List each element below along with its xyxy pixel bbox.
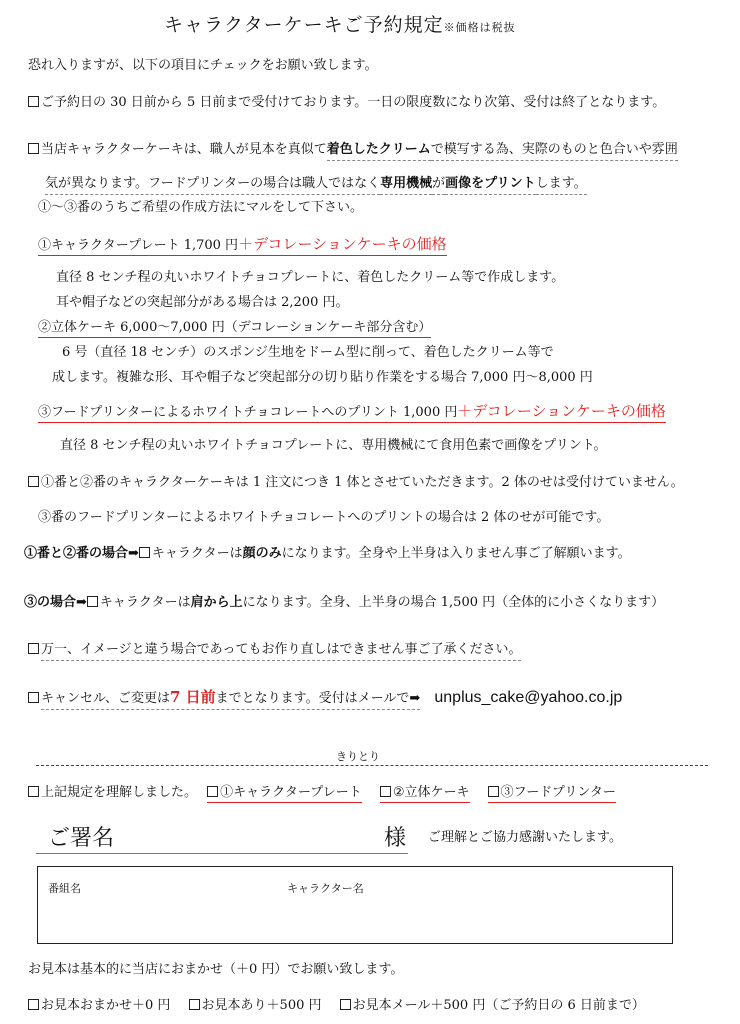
sample-option-1-checkbox[interactable]	[28, 999, 39, 1010]
rule3-line1	[28, 475, 684, 491]
agree-opt2-text: ②立体ケーキ	[392, 785, 470, 800]
rule3-text1: ①番と②番のキャラクターケーキは 1 注文につき 1 体とさせていただきます。2 体のせは受付けていません。	[41, 475, 684, 490]
rule2-text-g: 画像をプリント	[445, 176, 535, 195]
rule2-line2	[45, 176, 587, 192]
sample-option-1-text: お見本おまかせ＋0 円	[41, 998, 171, 1013]
rule2-checkbox[interactable]	[28, 143, 39, 154]
sample-option-2	[189, 998, 322, 1014]
agree-opt3-checkbox[interactable]	[488, 786, 499, 797]
option1-desc2: 耳や帽子などの突起部分がある場合は 2,200 円。	[56, 295, 349, 310]
title-text: キャラクターケーキご予約規定	[164, 14, 444, 36]
rule5-text-c: になります。全身、上半身の場合 1,500 円（全体的に小さくなります）	[242, 595, 665, 610]
rule5	[24, 595, 664, 611]
agree-opt1-text: ①キャラクタープレート	[220, 785, 362, 800]
option2-desc1: 6 号（直径 18 センチ）のスポンジ生地をドーム型に削って、着色したクリーム等で	[62, 345, 554, 360]
rule5-text-b: 肩から上	[190, 595, 243, 610]
option2-label	[38, 320, 431, 336]
rule4-checkbox[interactable]	[139, 547, 150, 558]
rule7-checkbox[interactable]	[28, 692, 39, 703]
rule3-line2: ③番のフードプリンターによるホワイトチョコレートへのプリントの場合は 2 体のせが可能です。	[38, 510, 610, 525]
sample-option-3	[340, 998, 645, 1014]
rule2-text-h: します。	[536, 176, 587, 195]
option3-label-text: ③フードプリンターによるホワイトチョコレートへのプリント 1,000 円	[38, 405, 458, 420]
rule3-checkbox[interactable]	[28, 476, 39, 487]
agree-opt2	[380, 785, 470, 803]
sample-option-3-checkbox[interactable]	[340, 999, 351, 1010]
sample-option-2-text: お見本あり＋500 円	[201, 998, 322, 1013]
signature-honorific: 様	[384, 826, 407, 851]
rule4-head: ①番と②番の場合➡	[24, 546, 139, 561]
rule2-text-a: 当店キャラクターケーキは、職人が見本を真似て	[41, 142, 327, 157]
agree-opt3-text: ③フードプリンター	[500, 785, 616, 800]
rule6	[28, 642, 521, 658]
rule5-checkbox[interactable]	[87, 596, 98, 607]
rule6-checkbox[interactable]	[28, 643, 39, 654]
rule4	[24, 546, 631, 562]
sample-option-2-checkbox[interactable]	[189, 999, 200, 1010]
rule7-text-b: 7 日前	[169, 688, 216, 706]
agree-opt1	[207, 785, 362, 803]
signature-label: ご署名	[48, 826, 115, 851]
option1-desc1: 直径 8 センチ程の丸いホワイトチョコプレートに、着色したクリーム等で作成します。	[56, 270, 565, 285]
rule7-text-c: までとなります。受付はメールで➡	[215, 691, 421, 706]
option2-desc2: 成します。複雑な形、耳や帽子など突起部分の切り貼り作業をする場合 7,000 円～8,000 円	[52, 370, 593, 385]
option2-label-text: ②立体ケーキ 6,000～7,000 円（デコレーションケーキ部分含む）	[38, 320, 431, 338]
email-link[interactable]: unplus_cake@yahoo.co.jp	[434, 689, 623, 706]
option1-plus: ＋デコレーションケーキの価格	[238, 235, 447, 253]
cut-line	[36, 765, 708, 766]
intro-text: 恐れ入りますが、以下の項目にチェックをお願い致します。	[28, 58, 378, 73]
rule7	[28, 688, 622, 707]
choose-method: ①～③番のうちご希望の作成方法にマルをして下さい。	[38, 200, 364, 215]
option1-label-text: ①キャラクタープレート 1,700 円	[38, 238, 239, 253]
sample-options	[28, 998, 645, 1014]
agree-opt3	[488, 785, 616, 803]
rule7-text-a: キャンセル、ご変更は	[41, 691, 170, 706]
option3-plus: ＋デコレーションケーキの価格	[457, 402, 666, 420]
rule4-text-b: 顔のみ	[242, 546, 282, 561]
sample-option-3-text: お見本メール＋500 円（ご予約日の 6 日前まで）	[352, 998, 645, 1013]
rule6-text: 万一、イメージと違う場合であってもお作り直しはできません事ご了承ください。	[41, 642, 521, 661]
signature-thanks: ご理解とご協力感謝いたします。	[428, 830, 622, 845]
rule1-checkbox[interactable]	[28, 96, 39, 107]
option3-desc: 直径 8 センチ程の丸いホワイトチョコプレートに、専用機械にて食用色素で画像をプリント。	[60, 438, 607, 453]
agree-opt1-checkbox[interactable]	[207, 786, 218, 797]
rule4-text-c: になります。全身や上半身は入りません事ご了解願います。	[281, 546, 631, 561]
program-name-label: 番組名	[48, 882, 81, 895]
program-name-field[interactable]	[100, 900, 270, 936]
sample-option-1	[28, 998, 170, 1014]
title-note: ※価格は税抜	[443, 21, 516, 34]
rule2-text-f: が	[432, 176, 445, 195]
option1-label	[38, 235, 447, 254]
agree-row	[28, 785, 616, 801]
rule2-line1	[28, 142, 678, 158]
option3-label	[38, 402, 666, 421]
page-title	[164, 14, 516, 37]
agree-opt2-checkbox[interactable]	[380, 786, 391, 797]
rule2-text-e: 専用機械	[380, 176, 432, 195]
rule5-head: ③の場合➡	[24, 595, 87, 610]
signature-line[interactable]	[36, 853, 408, 854]
rule1	[28, 95, 665, 111]
agree-checkbox[interactable]	[28, 786, 39, 797]
option1-label-group	[38, 235, 447, 256]
cut-label: きりとり	[336, 750, 380, 763]
rule4-text-a: キャラクターは	[151, 546, 243, 561]
sample-note: お見本は基本的に当店におまかせ（＋0 円）でお願い致します。	[28, 962, 404, 977]
option3-label-group	[38, 402, 666, 423]
rule1-text: ご予約日の 30 日前から 5 日前まで受付けております。一日の限度数になり次第、受付は終了となります。	[41, 95, 666, 110]
rule7-group	[41, 688, 421, 710]
rule2-text-d: 気が異なります。フードプリンターの場合は職人ではなく	[45, 176, 380, 195]
character-name-label: キャラクター名	[287, 882, 364, 895]
character-name-field[interactable]	[380, 900, 660, 936]
rule2-text-b: 着色したクリーム	[327, 142, 431, 161]
rule5-text-a: キャラクターは	[99, 595, 191, 610]
rule2-text-c: で模写する為、実際のものと色合いや雰囲	[431, 142, 678, 161]
agree-text: 上記規定を理解しました。	[41, 785, 198, 800]
